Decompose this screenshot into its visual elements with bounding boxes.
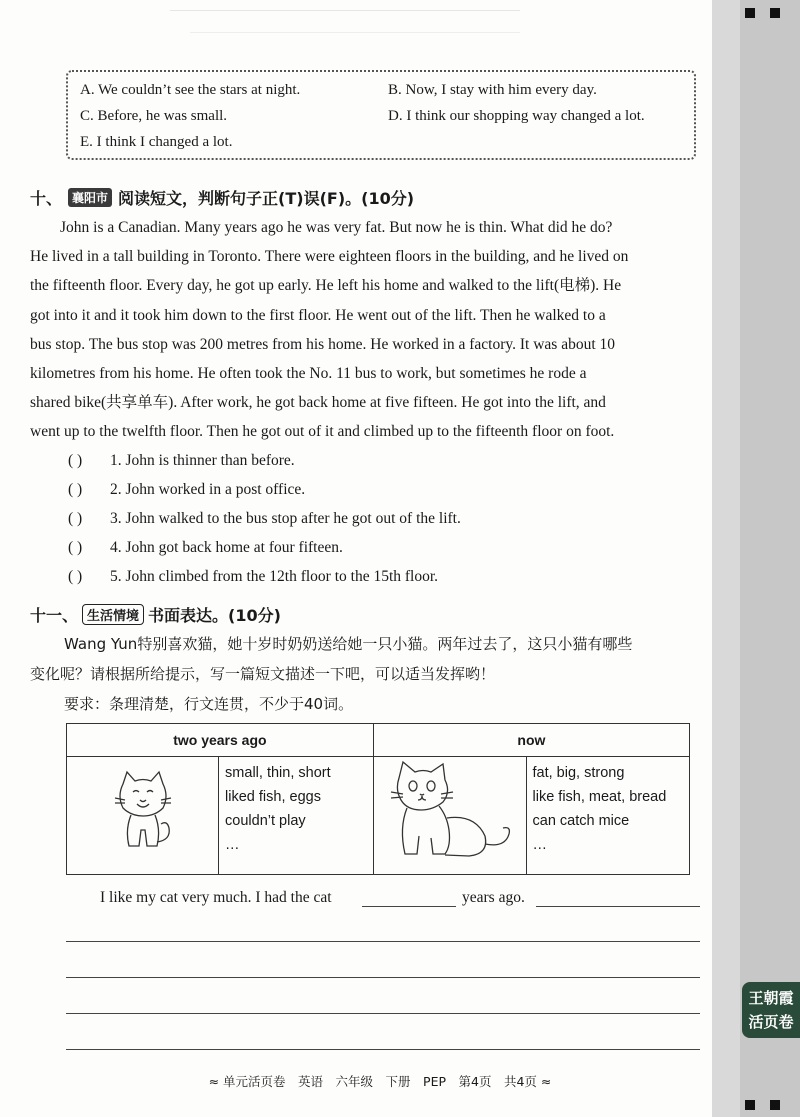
trait-item: small, thin, short — [225, 765, 331, 781]
section-10-title: 阅读短文，判断句子正(T)误(F)。(10分) — [118, 189, 415, 208]
kitten-illustration — [103, 768, 183, 858]
requirement: 要求：条理清楚，行文连贯，不少于40词。 — [64, 695, 354, 713]
trait-item: … — [225, 837, 240, 853]
passage-line: the fifteenth floor. Every day, he got up early. He left his home and walked to the lift(电梯). He — [30, 277, 622, 295]
trait-item: can catch mice — [532, 813, 630, 829]
passage-line: shared bike(共享单车). After work, he got back home at five fifteen. He got into the lift, and — [30, 394, 606, 412]
kitten-cell — [67, 757, 219, 875]
top-rule — [170, 10, 520, 11]
passage-line: He lived in a tall building in Toronto. There were eighteen floors in the building, and he lived on — [30, 248, 629, 266]
prompt-line-2: 变化呢？请根据所给提示，写一篇短文描述一下吧，可以适当发挥哟！ — [30, 665, 496, 683]
years-blank[interactable] — [362, 906, 456, 907]
writing-starter-b: years ago. — [462, 889, 525, 906]
option-c: C. Before, he was small. — [80, 108, 228, 124]
option-e: E. I think I changed a lot. — [80, 134, 233, 150]
passage-line: John is a Canadian. Many years ago he was very fat. But now he is thin. What did he do? — [60, 219, 613, 236]
writing-starter-a: I like my cat very much. I had the cat — [100, 889, 332, 906]
binding-notch — [745, 1100, 755, 1110]
section-10-tag: 襄阳市 — [68, 188, 112, 207]
col-header-now: now — [373, 724, 689, 757]
page-footer: ≈ 单元活页卷 英语 六年级 下册 PEP 第4页 共4页 ≈ — [208, 1074, 552, 1089]
section-10-number: 十、 — [30, 189, 63, 208]
passage-line: kilometres from his home. He often took the No. 11 bus to work, but sometimes he rode a — [30, 365, 587, 383]
question-text: 1. John is thinner than before. — [110, 452, 295, 469]
answer-blank[interactable]: ( ) — [68, 510, 83, 527]
brand-line-2: 活页卷 — [748, 1013, 794, 1031]
reading-passage — [30, 213, 698, 447]
option-d: D. I think our shopping way changed a lot. — [388, 108, 645, 124]
prompt-line-1: Wang Yun特别喜欢猫，她十岁时奶奶送给她一只小猫。两年过去了，这只小猫有哪些 — [64, 635, 633, 653]
option-b: B. Now, I stay with him every day. — [388, 82, 597, 98]
question-1 — [68, 452, 295, 470]
now-traits — [526, 757, 690, 875]
writing-line[interactable] — [66, 1013, 700, 1014]
section-11-number: 十一、 — [30, 606, 79, 625]
comparison-table — [66, 723, 690, 875]
question-text: 5. John climbed from the 12th floor to the 15th floor. — [110, 568, 439, 585]
passage-line: got into it and it took him down to the first floor. He went out of the lift. Then he walked to a — [30, 306, 606, 324]
writing-line[interactable] — [66, 1049, 700, 1050]
binding-strip-inner — [740, 0, 800, 1117]
cat-illustration — [385, 758, 515, 868]
question-3 — [68, 510, 461, 528]
section-10-heading — [30, 186, 414, 209]
passage-line: bus stop. The bus stop was 200 metres from his home. He worked in a factory. It was about 10 — [30, 335, 616, 353]
section-11-tag: 生活情境 — [82, 604, 144, 625]
writing-blank-inline[interactable] — [536, 906, 700, 907]
answer-blank[interactable]: ( ) — [68, 452, 83, 469]
section-11-heading — [30, 603, 281, 626]
writing-line[interactable] — [66, 941, 700, 942]
binding-notch — [770, 1100, 780, 1110]
binding-notch — [745, 8, 755, 18]
top-rule-2 — [190, 32, 520, 33]
trait-item: like fish, meat, bread — [532, 789, 667, 805]
question-2 — [68, 481, 305, 499]
question-text: 2. John worked in a post office. — [110, 481, 306, 498]
trait-item: couldn’t play — [225, 813, 306, 829]
brand-logo — [742, 982, 800, 1038]
question-4 — [68, 539, 343, 557]
option-a: A. We couldn’t see the stars at night. — [80, 82, 301, 98]
trait-item: fat, big, strong — [532, 765, 625, 781]
passage-line: went up to the twelfth floor. Then he got out of it and climbed up to the fifteenth floor on foot. — [30, 423, 615, 441]
cat-cell — [373, 757, 526, 875]
answer-blank[interactable]: ( ) — [68, 568, 83, 585]
question-text: 4. John got back home at four fifteen. — [110, 539, 343, 556]
trait-item: liked fish, eggs — [225, 789, 321, 805]
brand-line-1: 王朝霞 — [748, 989, 794, 1007]
past-traits — [219, 757, 374, 875]
trait-item: … — [532, 837, 547, 853]
answer-blank[interactable]: ( ) — [68, 539, 83, 556]
section-11-title: 书面表达。(10分) — [148, 606, 281, 625]
col-header-past: two years ago — [67, 724, 374, 757]
binding-notch — [770, 8, 780, 18]
question-5 — [68, 568, 438, 586]
writing-line[interactable] — [66, 977, 700, 978]
answer-blank[interactable]: ( ) — [68, 481, 83, 498]
question-text: 3. John walked to the bus stop after he got out of the lift. — [110, 510, 461, 527]
